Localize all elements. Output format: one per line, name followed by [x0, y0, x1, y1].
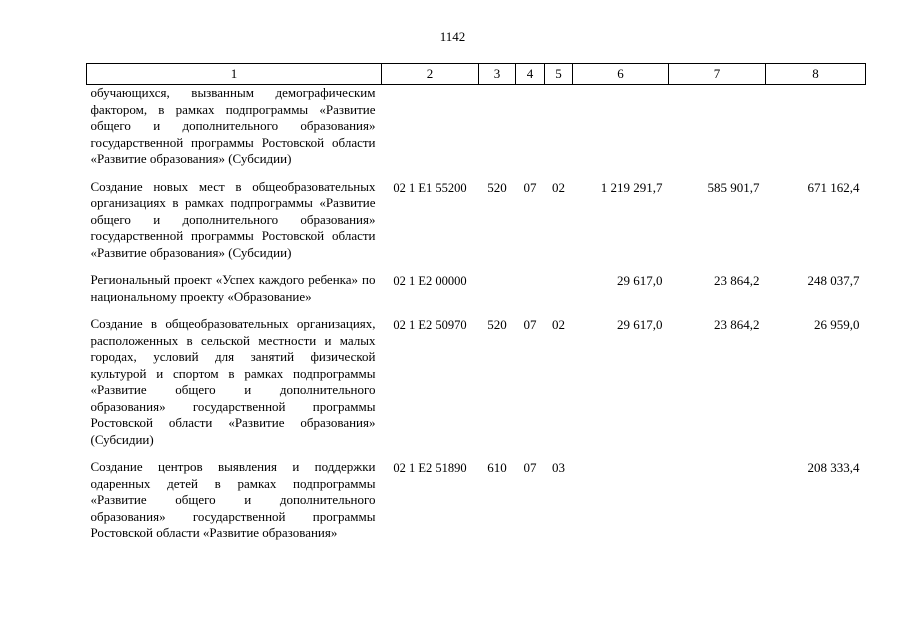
row-col5: 02	[552, 179, 565, 195]
row-description: Региональный проект «Успех каждого ребенка» по национальному проекту «Образование»	[90, 272, 376, 304]
row-value-6	[573, 458, 669, 552]
row-code: 02 1 E1 55200	[393, 180, 467, 195]
column-header-8: 8	[766, 64, 866, 85]
row-col5: 03	[552, 460, 565, 475]
table-row	[87, 271, 866, 315]
row-value-7: 23 864,2	[714, 317, 760, 332]
column-header-7: 7	[669, 64, 766, 85]
column-header-6: 6	[573, 64, 669, 85]
table-row	[87, 315, 866, 458]
row-description: Создание в общеобразовательных организациях, расположенных в сельской местности и малых городах, условий для занятий физической культурой и спортом в рамках подпрограммы «Развитие общего и дополнительного образования» государственной программы Ростовской области «Развитие образования» (Субсидии)	[90, 316, 376, 447]
row-col5	[545, 85, 573, 178]
row-value-8: 248 037,7	[807, 273, 860, 288]
row-code: 02 1 E2 51890	[393, 461, 467, 475]
row-value-7	[669, 458, 766, 552]
row-code: 02 1 E2 50970	[393, 318, 467, 332]
column-header-2: 2	[382, 64, 479, 85]
row-col4: 07	[523, 460, 537, 475]
column-number-row	[87, 64, 866, 85]
column-header-1: 1	[87, 64, 382, 85]
row-description: обучающихся, вызванным демографическим фактором, в рамках подпрограммы «Развитие общего и дополнительного образования» государственной программы Ростовской области «Развитие образования» (Субсидии)	[90, 85, 376, 166]
column-header-4: 4	[516, 64, 545, 85]
budget-table	[86, 63, 866, 552]
row-value-8	[766, 85, 866, 178]
row-value-6	[573, 85, 669, 178]
row-col4: 07	[523, 179, 537, 195]
row-value-7: 585 901,7	[707, 179, 760, 195]
row-value-8: 671 162,4	[807, 179, 860, 195]
row-value-6: 29 617,0	[617, 273, 663, 288]
page-number: 1142	[439, 29, 466, 44]
row-col3	[479, 85, 516, 178]
row-col4	[516, 271, 545, 315]
row-value-8: 208 333,4	[807, 460, 860, 475]
row-description: Создание новых мест в общеобразовательных организациях в рамках подпрограммы «Развитие общего и дополнительного образования» государственной программы Ростовской области «Развитие образования» (Субсидии)	[90, 178, 376, 260]
row-col3: 520	[487, 179, 507, 195]
row-col5	[545, 271, 573, 315]
row-code	[382, 85, 479, 178]
row-value-7: 23 864,2	[714, 273, 760, 288]
row-code: 02 1 E2 00000	[393, 274, 467, 288]
row-value-6: 1 219 291,7	[600, 179, 663, 195]
column-header-3: 3	[479, 64, 516, 85]
row-description: Создание центров выявления и поддержки одаренных детей в рамках подпрограммы «Развитие общего и дополнительного образования» государственной программы Ростовской области «Развитие образования»	[90, 459, 376, 540]
table-row	[87, 85, 866, 178]
row-col3: 520	[487, 317, 507, 332]
row-value-6: 29 617,0	[617, 317, 663, 332]
row-value-8: 26 959,0	[814, 317, 860, 332]
table-row	[87, 458, 866, 552]
row-col5: 02	[552, 317, 565, 332]
row-col4: 07	[523, 317, 537, 332]
row-col4	[516, 85, 545, 178]
table-row	[87, 178, 866, 272]
row-col3: 610	[487, 460, 507, 475]
row-col3	[479, 271, 516, 315]
column-header-5: 5	[545, 64, 573, 85]
row-value-7	[669, 85, 766, 178]
